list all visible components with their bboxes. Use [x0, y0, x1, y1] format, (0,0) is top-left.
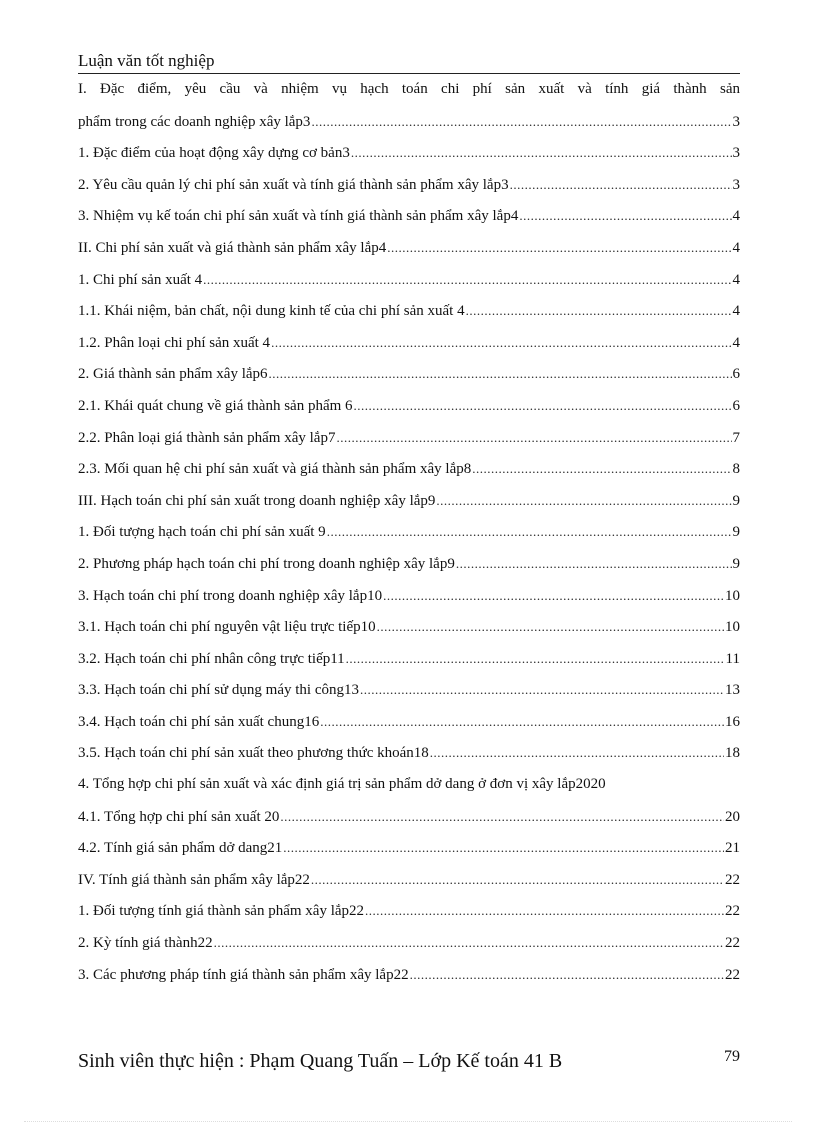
- toc-entry: [78, 200, 740, 232]
- toc-entry-page: 9: [732, 524, 740, 541]
- toc-entry: [78, 643, 740, 675]
- toc-dot-leader: [269, 358, 732, 390]
- toc-entry-text: 1.2. Phân loại chi phí sản xuất 4: [78, 334, 271, 351]
- toc-entry: [78, 358, 740, 390]
- toc-entry: [78, 737, 740, 769]
- toc-dot-leader: [351, 137, 732, 169]
- toc-entry: [78, 706, 740, 738]
- toc-dot-leader: [360, 674, 724, 706]
- toc-dot-leader: [311, 864, 724, 896]
- toc-entry-page: 18: [725, 745, 740, 762]
- toc-dot-leader: [410, 959, 724, 991]
- toc-entry: [78, 485, 740, 517]
- toc-entry-text-line1: I. Đặc điểm, yêu cầu và nhiệm vụ hạch toán chi phí sản xuất và tính giá thành sản: [78, 81, 740, 97]
- toc-entry-text-line2: phẩm trong các doanh nghiệp xây lắp3: [78, 113, 311, 130]
- toc-dot-leader: [430, 737, 724, 769]
- toc-entry: [78, 548, 740, 580]
- toc-dot-leader: [472, 453, 731, 485]
- toc-entry-text: 3. Hạch toán chi phí trong doanh nghiệp xây lắp10: [78, 587, 383, 604]
- toc-entry-text: 2.3. Mối quan hệ chi phí sản xuất và giá thành sản phẩm xây lắp8: [78, 461, 472, 478]
- toc-entry-page: 22: [725, 903, 740, 920]
- toc-entry-text: 1. Đặc điểm của hoạt động xây dựng cơ bản3: [78, 145, 350, 162]
- toc-entry-text: 3.1. Hạch toán chi phí nguyên vật liệu trực tiếp10: [78, 619, 376, 636]
- toc-entry-text: 3.5. Hạch toán chi phí sản xuất theo phương thức khoán18: [78, 745, 429, 762]
- toc-dot-leader: [283, 832, 724, 864]
- toc-dot-leader: [311, 106, 731, 138]
- toc-dot-leader: [456, 548, 732, 580]
- toc-dot-leader: [436, 485, 731, 517]
- page-number: 79: [724, 1048, 740, 1065]
- toc-entry-text: 3.2. Hạch toán chi phí nhân công trực tiếp11: [78, 650, 345, 667]
- toc-entry-page: 9: [732, 492, 740, 509]
- toc-dot-leader: [280, 801, 724, 833]
- toc-dot-leader: [203, 264, 731, 296]
- toc-entry: [78, 611, 740, 643]
- toc-dot-leader: [214, 927, 724, 959]
- toc-entry: [78, 769, 740, 801]
- toc-entry: [78, 832, 740, 864]
- toc-entry: [78, 895, 740, 927]
- toc-entry-page: 20: [590, 776, 606, 793]
- toc-entry-text: 3. Các phương pháp tính giá thành sản phẩm xây lắp22: [78, 966, 409, 983]
- toc-entry-page: 11: [725, 650, 740, 667]
- toc-entry-text: II. Chi phí sản xuất và giá thành sản phẩm xây lắp4: [78, 239, 387, 256]
- toc-entry-text: 2. Phương pháp hạch toán chi phí trong doanh nghiệp xây lắp9: [78, 555, 455, 572]
- toc-entry-text: 4. Tổng hợp chi phí sản xuất và xác định giá trị sản phẩm dở dang ở đơn vị xây lắp20: [78, 776, 591, 793]
- page-footer: [78, 1048, 740, 1074]
- toc-entry-text: 2. Kỳ tính giá thành22: [78, 935, 213, 952]
- toc-entry: [78, 864, 740, 896]
- toc-entry-text: IV. Tính giá thành sản phẩm xây lắp22: [78, 871, 310, 888]
- toc-entry-text: 3. Nhiệm vụ kế toán chi phí sản xuất và tính giá thành sản phẩm xây lắp4: [78, 208, 519, 225]
- toc-entry: [78, 422, 740, 454]
- toc-entry: [78, 327, 740, 359]
- toc-dot-leader: [336, 422, 731, 454]
- toc-entry: [78, 516, 740, 548]
- toc-entry-page: 22: [725, 871, 740, 888]
- toc-entry: [78, 674, 740, 706]
- toc-entry-text: 1. Đối tượng tính giá thành sản phẩm xây lắp22: [78, 903, 365, 920]
- toc-entry: [78, 264, 740, 296]
- document-title: Luận văn tốt nghiệp: [78, 51, 215, 70]
- toc-entry-text: 2.2. Phân loại giá thành sản phẩm xây lắp7: [78, 429, 336, 446]
- toc-entry-text: 1.1. Khái niệm, bản chất, nội dung kinh tế của chi phí sản xuất 4: [78, 303, 465, 320]
- toc-dot-leader: [327, 516, 732, 548]
- toc-entry: [78, 232, 740, 264]
- toc-entry: [78, 295, 740, 327]
- toc-dot-leader: [346, 643, 725, 675]
- toc-dot-leader: [383, 580, 724, 612]
- toc-entry-text: 3.4. Hạch toán chi phí sản xuất chung16: [78, 713, 320, 730]
- toc-dot-leader: [271, 327, 731, 359]
- toc-entry: [78, 74, 740, 137]
- toc-entry-text: III. Hạch toán chi phí sản xuất trong doanh nghiệp xây lắp9: [78, 492, 436, 509]
- toc-entry-page: 8: [732, 461, 740, 478]
- toc-entry: [78, 959, 740, 991]
- toc-entry: [78, 390, 740, 422]
- toc-entry-page: 4: [732, 271, 740, 288]
- table-of-contents: [78, 74, 740, 990]
- toc-entry: [78, 580, 740, 612]
- toc-entry-page: 4: [732, 303, 740, 320]
- toc-entry: [78, 801, 740, 833]
- toc-entry: [78, 137, 740, 169]
- toc-entry-text: 4.2. Tính giá sản phẩm dở dang21: [78, 840, 283, 857]
- toc-entry-page: 22: [725, 966, 740, 983]
- toc-entry-text: 3.3. Hạch toán chi phí sử dụng máy thi công13: [78, 682, 360, 699]
- toc-entry-text: 1. Chi phí sản xuất 4: [78, 271, 203, 288]
- toc-dot-leader: [519, 200, 731, 232]
- toc-entry-page: 9: [732, 555, 740, 572]
- toc-entry-text: 2. Yêu cầu quản lý chi phí sản xuất và tính giá thành sản phẩm xây lắp3: [78, 176, 509, 193]
- toc-entry-text: 4.1. Tổng hợp chi phí sản xuất 20: [78, 808, 280, 825]
- toc-entry-page: 3: [732, 145, 740, 162]
- toc-entry-page: 4: [732, 208, 740, 225]
- toc-entry-page: 22: [725, 935, 740, 952]
- toc-entry-page: 10: [725, 587, 740, 604]
- toc-entry: [78, 169, 740, 201]
- toc-dot-leader: [510, 169, 732, 201]
- toc-entry-page: 6: [732, 397, 740, 414]
- page-header: [78, 50, 740, 74]
- toc-dot-leader: [320, 706, 724, 738]
- toc-dot-leader: [387, 232, 731, 264]
- toc-entry-page: 7: [732, 429, 740, 446]
- toc-entry-page: 20: [725, 808, 740, 825]
- toc-dot-leader: [466, 295, 732, 327]
- toc-entry-text: 1. Đối tượng hạch toán chi phí sản xuất 9: [78, 524, 326, 541]
- toc-entry-page: 21: [725, 840, 740, 857]
- toc-entry-page: 4: [732, 334, 740, 351]
- toc-entry-page: 13: [725, 682, 740, 699]
- toc-entry-page: 3: [732, 113, 740, 130]
- footer-author: Sinh viên thực hiện : Phạm Quang Tuấn – Lớp Kế toán 41 B: [78, 1050, 563, 1072]
- toc-entry-text: 2. Giá thành sản phẩm xây lắp6: [78, 366, 268, 383]
- toc-entry-page: 10: [725, 619, 740, 636]
- toc-entry: [78, 927, 740, 959]
- bottom-divider: [24, 1121, 792, 1122]
- toc-dot-leader: [377, 611, 724, 643]
- toc-dot-leader: [365, 895, 724, 927]
- toc-dot-leader: [354, 390, 732, 422]
- toc-entry: [78, 453, 740, 485]
- toc-entry-page: 16: [725, 713, 740, 730]
- toc-entry-page: 6: [732, 366, 740, 383]
- toc-entry-text: 2.1. Khái quát chung về giá thành sản phẩm 6: [78, 397, 353, 414]
- toc-entry-page: 3: [732, 176, 740, 193]
- toc-entry-page: 4: [732, 239, 740, 256]
